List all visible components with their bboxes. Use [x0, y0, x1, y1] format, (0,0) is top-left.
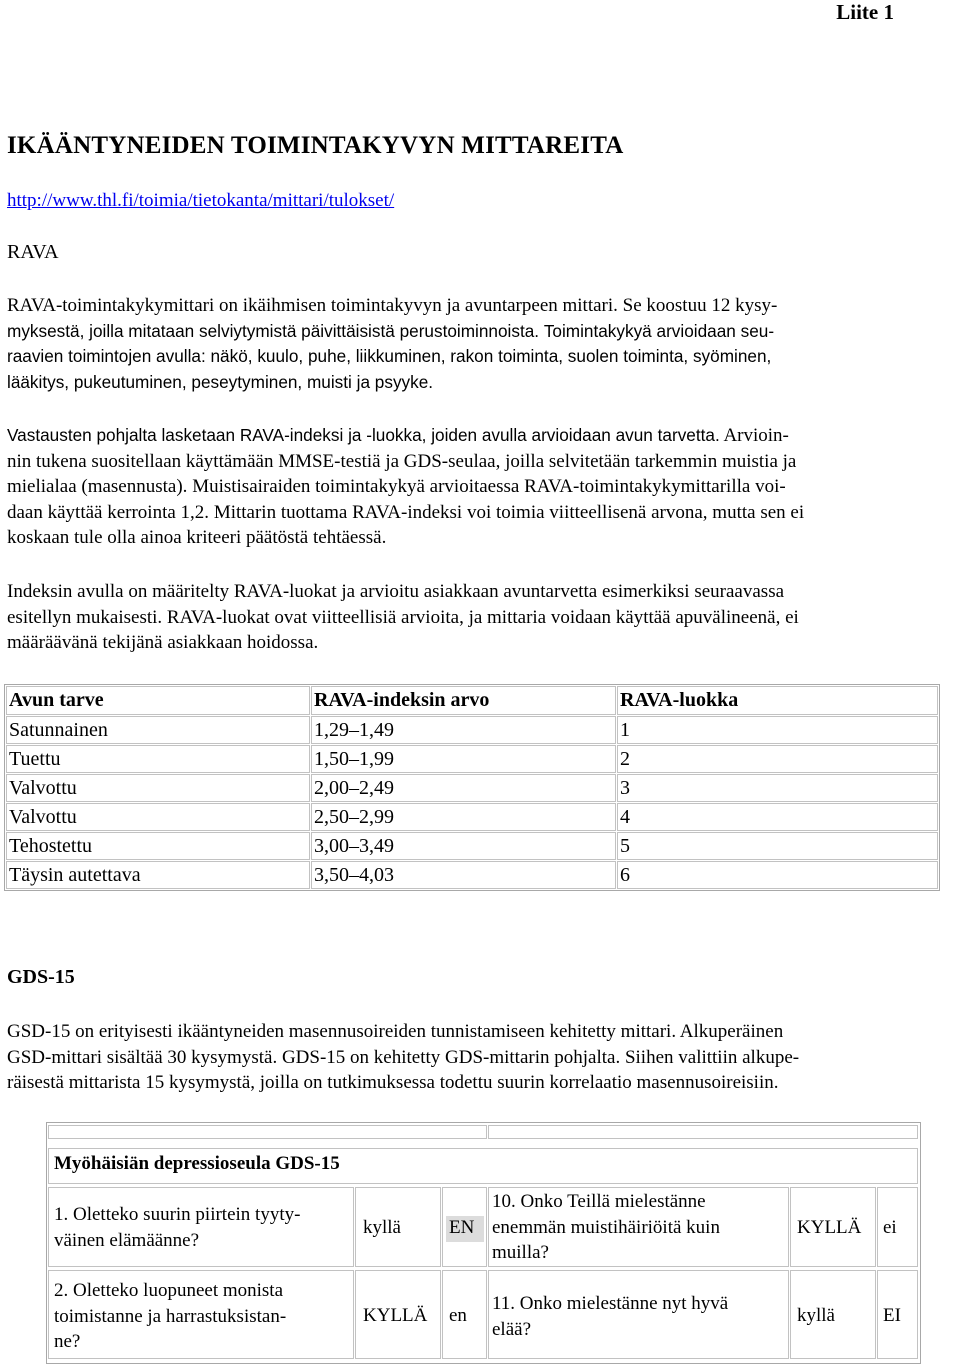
text-line [7, 474, 955, 500]
text-line: elää? [492, 1318, 532, 1340]
text-line [7, 500, 955, 526]
table-cell: 2 [617, 745, 938, 773]
answer-no[interactable]: ei [883, 1217, 897, 1238]
table-cell: 3,50–4,03 [311, 861, 616, 889]
table-cell: Valvottu [6, 774, 310, 802]
gds-question-10 [492, 1189, 720, 1266]
table-cell: Täysin autettava [6, 861, 310, 889]
text-line: määräävänä tekijänä asiakkaan hoidossa. [7, 632, 319, 653]
gds-question-1 [54, 1202, 300, 1253]
text-segment: mielialaa (masennusta). [7, 476, 188, 497]
table-row [6, 774, 938, 802]
text-line: esitellyn mukaisesti. RAVA-luokat ovat viitteellisiä arvioita, ja mittaria voidaan käyttää apuvälineenä, ei [7, 606, 799, 628]
rava-table [4, 684, 940, 891]
text-line: Indeksin avulla on määritelty RAVA-luokat ja arvioitu asiakkaan avuntarvetta esimerkiksi seuraavassa [7, 581, 785, 602]
table-header-row [6, 686, 938, 715]
text-line: 1. Oletteko suurin piirtein tyyty- [54, 1204, 301, 1225]
text-segment: myksestä, joilla mitataan selviytymistä päivittäisistä perustoiminnoista. [7, 320, 540, 341]
text-segment: Arvioin- [723, 425, 789, 446]
answer-no[interactable]: en [449, 1305, 467, 1326]
rava-heading: RAVA [7, 241, 59, 263]
answer-yes[interactable]: KYLLÄ [363, 1305, 428, 1326]
text-line: koskaan tule olla ainoa kriteeri päätöstä tehtäessä. [7, 527, 387, 548]
rava-paragraph-3 [7, 579, 955, 656]
table-cell: Satunnainen [6, 716, 310, 744]
gds-heading: GDS-15 [7, 966, 75, 988]
table-cell: Valvottu [6, 803, 310, 831]
text-line: nin tukena suositellaan käyttämään MMSE-testiä ja GDS-seulaa, joilla selvitetään tarkemmin muistia ja [7, 450, 797, 472]
text-line: 2. Oletteko luopuneet monista [54, 1280, 284, 1301]
table-row [6, 861, 938, 889]
table-row [6, 716, 938, 744]
table-cell: 3 [617, 774, 938, 802]
table-cell: 1,50–1,99 [311, 745, 616, 773]
text-line: RAVA-toimintakykymittari on ikäihmisen toimintakyvyn ja avuntarpeen mittari. Se koostuu 12 kysy- [7, 295, 778, 316]
column-header: RAVA-indeksin arvo [311, 686, 616, 715]
table-cell: 3,00–3,49 [311, 832, 616, 860]
page-label: Liite 1 [836, 0, 894, 24]
column-header: RAVA-luokka [617, 686, 938, 715]
table-cell [48, 1125, 487, 1139]
answer-no[interactable]: EI [883, 1305, 901, 1326]
text-line: GSD-mittari sisältää 30 kysymystä. GDS-15 on kehitetty GDS-mittarin pohjalta. Siihen valittiin alkupe- [7, 1046, 800, 1068]
gds-form-title: Myöhäisiän depressioseula GDS-15 [54, 1153, 340, 1174]
table-cell: 4 [617, 803, 938, 831]
column-header: Avun tarve [6, 686, 310, 715]
text-line: muilla? [492, 1242, 549, 1263]
text-segment: Vastausten pohjalta lasketaan RAVA-indeksi ja -luokka, joiden avulla arvioidaan avun tarvetta. [7, 425, 720, 445]
text-line: enemmän muistihäiriöitä kuin [492, 1216, 720, 1238]
table-cell: 1 [617, 716, 938, 744]
answer-no[interactable]: EN [449, 1217, 475, 1238]
text-line [7, 423, 955, 449]
text-line: 11. Onko mielestänne nyt hyvä [492, 1293, 729, 1314]
rava-paragraph-2 [7, 423, 955, 551]
text-line: 10. Onko Teillä mielestänne [492, 1191, 706, 1212]
answer-yes[interactable]: kyllä [363, 1217, 401, 1238]
table-cell: 1,29–1,49 [311, 716, 616, 744]
text-line: väinen elämäänne? [54, 1229, 200, 1251]
text-line: toimistanne ja harrastuksistan- [54, 1305, 287, 1327]
text-line: raavien toimintojen avulla: näkö, kuulo, puhe, liikkuminen, rakon toiminta, suolen toiminta, syöminen, [7, 346, 772, 366]
page-title: IKÄÄNTYNEIDEN TOIMINTAKYVYN MITTAREITA [7, 132, 624, 159]
answer-yes[interactable]: kyllä [797, 1305, 835, 1326]
table-cell: Tehostettu [6, 832, 310, 860]
thl-link[interactable]: http://www.thl.fi/toimia/tietokanta/mittari/tulokset/ [7, 190, 395, 211]
text-line: lääkitys, pukeutuminen, peseytyminen, muisti ja psyyke. [7, 371, 434, 392]
text-segment: daan käyttää kerrointa 1,2. [7, 501, 210, 523]
table-cell: 2,00–2,49 [311, 774, 616, 802]
table-cell: 6 [617, 861, 938, 889]
gds-question-2 [54, 1278, 286, 1355]
table-cell: Tuettu [6, 745, 310, 773]
table-row [6, 832, 938, 860]
text-line [7, 319, 955, 345]
table-row [6, 745, 938, 773]
gds-paragraph [7, 1019, 955, 1096]
table-row [6, 803, 938, 831]
table-cell: 5 [617, 832, 938, 860]
text-line: GSD-15 on erityisesti ikääntyneiden masennusoireiden tunnistamiseen kehitetty mittari. Alkuperäinen [7, 1021, 784, 1042]
text-segment: Toimintakykyä arvioidaan seu- [543, 320, 775, 341]
rava-paragraph-1 [7, 293, 955, 395]
gds-question-11 [492, 1291, 728, 1342]
table-cell: 2,50–2,99 [311, 803, 616, 831]
text-line: ne? [54, 1331, 81, 1352]
text-line: räisestä mittarista 15 kysymystä, joilla on tutkimuksessa todettu suurin korrelaatio masennusoireisiin. [7, 1072, 779, 1093]
text-segment: Muistisairaiden toimintakykyä arvioitaessa RAVA-toimintakykymittarilla voi- [192, 476, 786, 497]
table-cell [488, 1125, 918, 1139]
text-segment: Mittarin tuottama RAVA-indeksi voi toimia viitteellisenä arvona, mutta sen ei [213, 501, 805, 523]
answer-yes[interactable]: KYLLÄ [797, 1217, 862, 1238]
